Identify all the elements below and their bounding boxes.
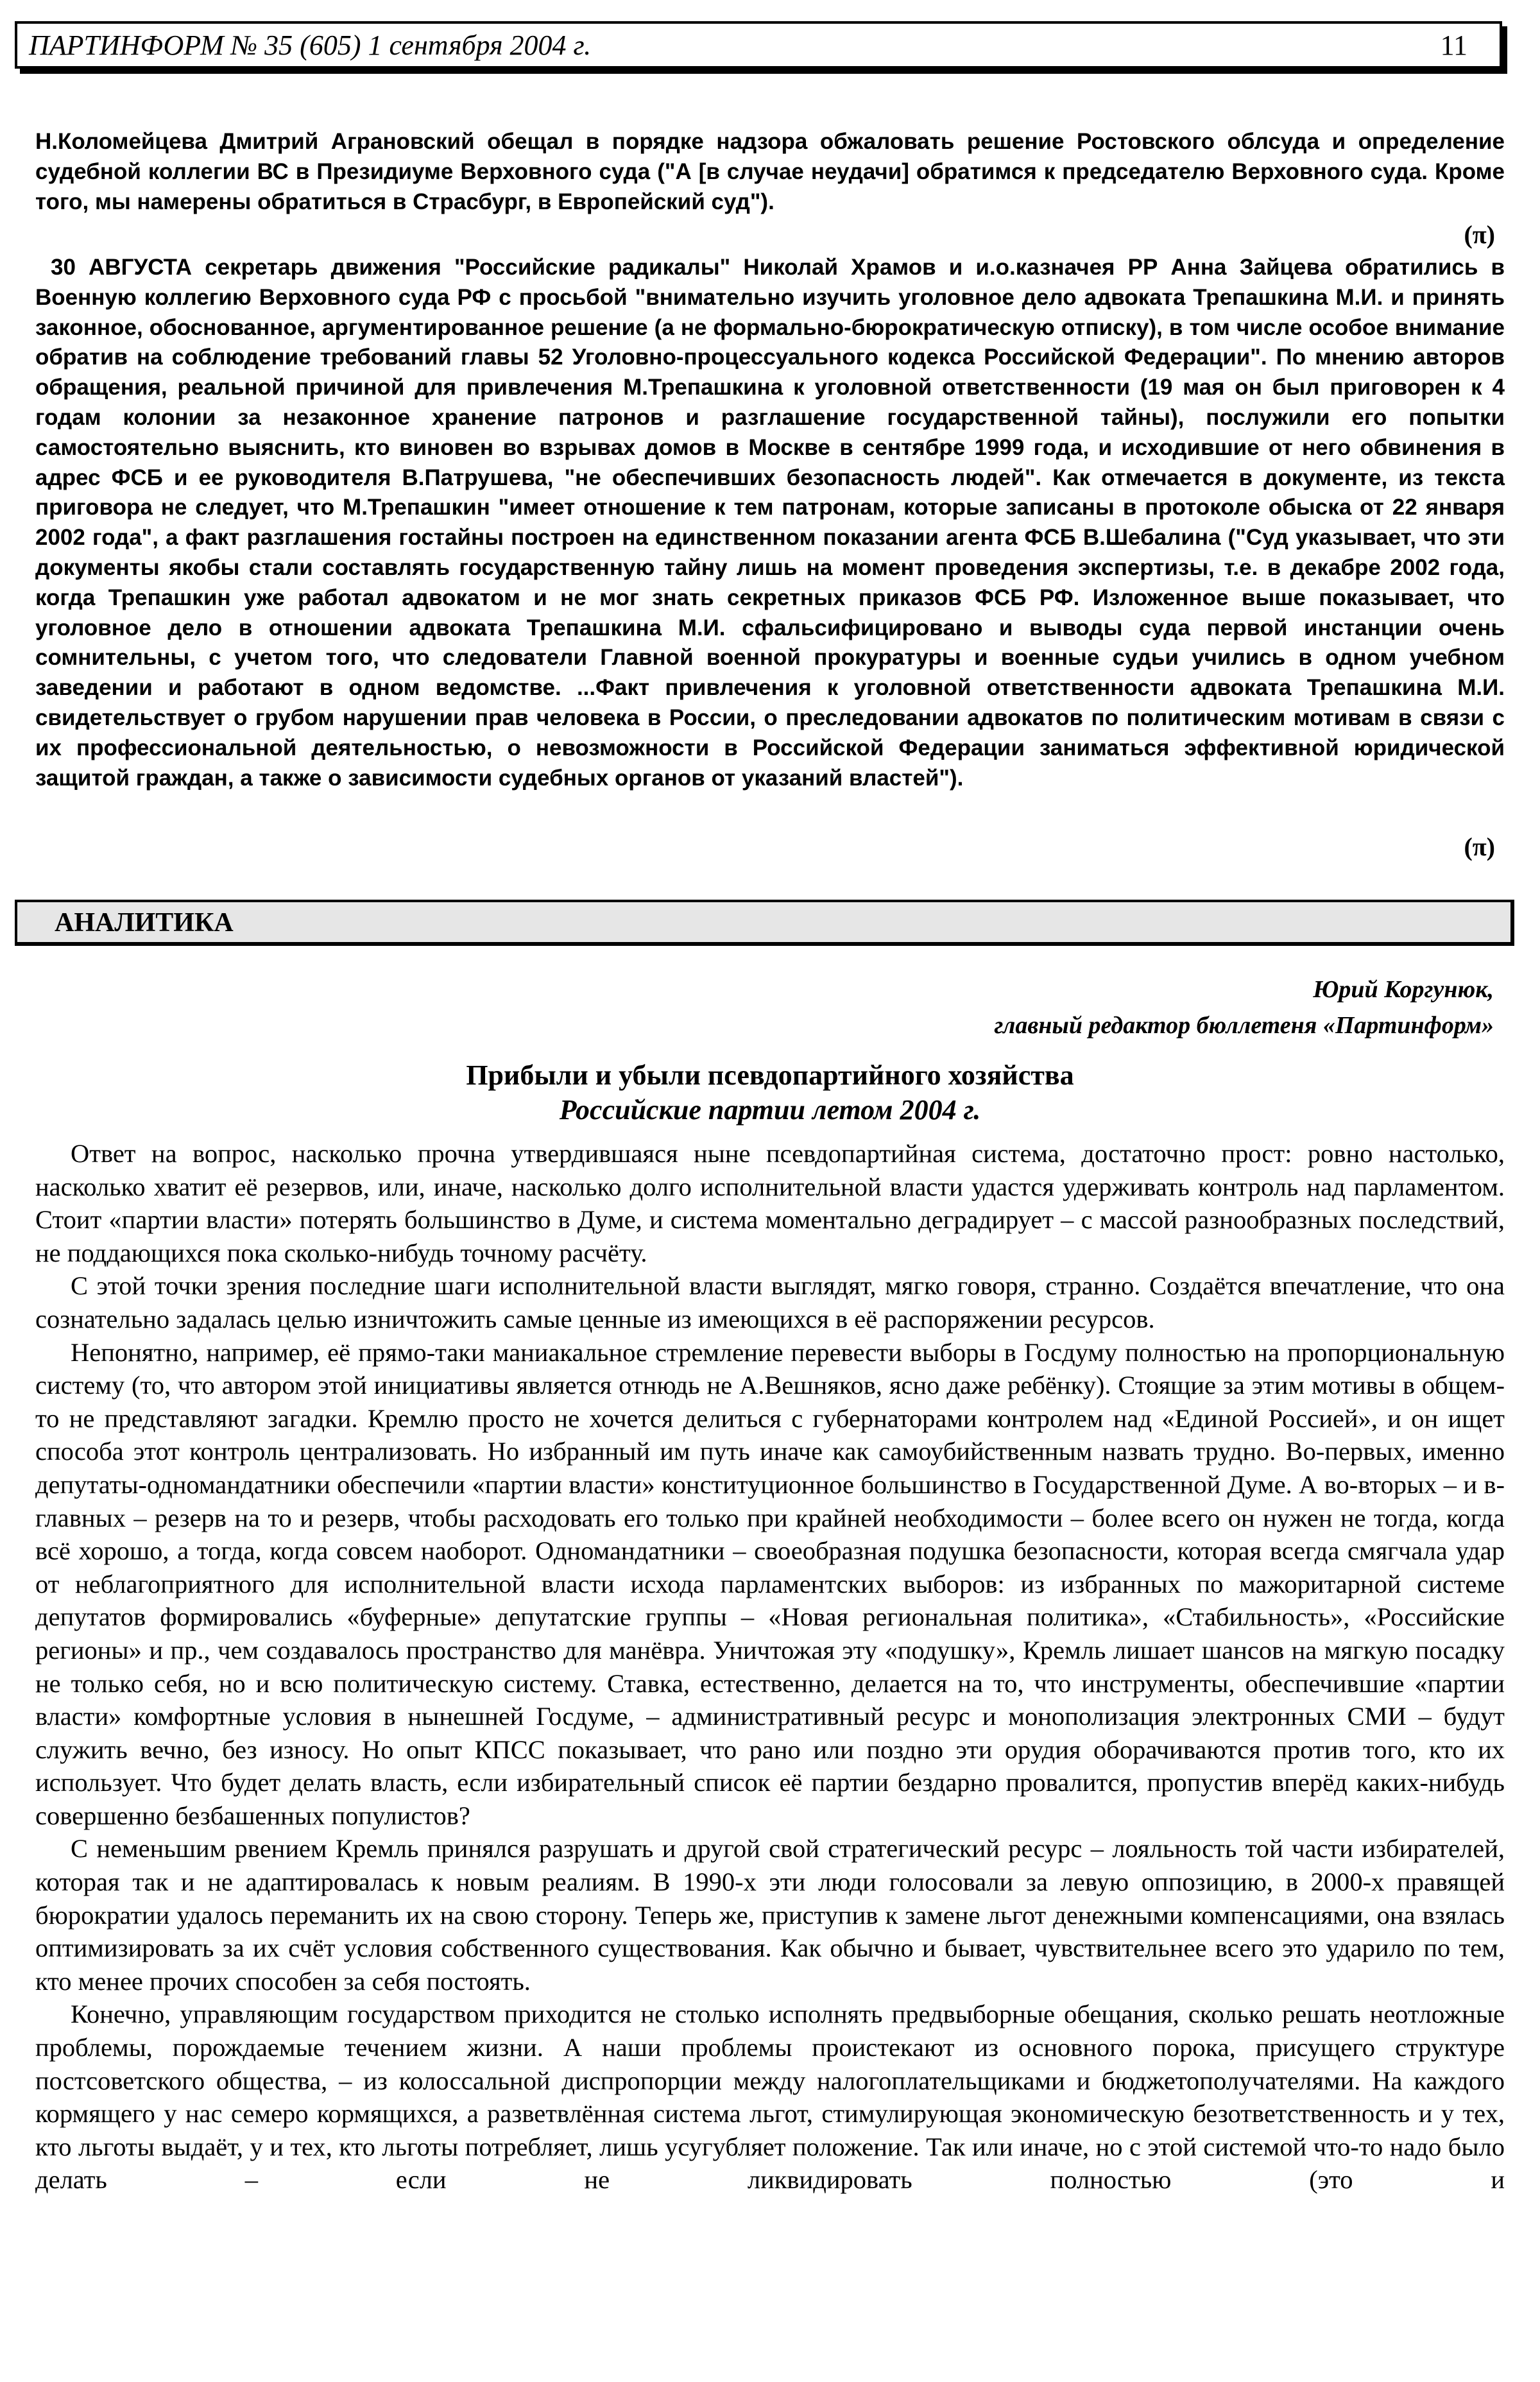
article-paragraph: С этой точки зрения последние шаги исполнительной власти выглядят, мягко говоря, странно. Создаётся впечатление, что она сознательно задалась целью изничтожить самые ценные из имеющихся в её распоряжении ресурсов. (35, 1271, 1505, 1333)
page-header (15, 21, 1502, 69)
publication-title: ПАРТИНФОРМ № 35 (605) 1 сентября 2004 г. (29, 30, 592, 61)
article-paragraph: Ответ на вопрос, насколько прочна утвердившаяся ныне псевдопартийная система, достаточно прост: ровно настолько, насколько хватит её резервов, или, иначе, насколько долго исполнительной власти удастся удерживать контроль над парламентом. Стоит «партии власти» потерять большинство в Думе, и система моментально деградирует – с массой разнообразных последствий, не поддающихся пока сколько-нибудь точному расчёту. (35, 1139, 1505, 1267)
article-subtitle: Российские партии летом 2004 г. (559, 1094, 981, 1126)
article-paragraph: Конечно, управляющим государством приходится не столько исполнять предвыборные обещания, сколько решать неотложные проблемы, порождаемые течением жизни. А наши проблемы проистекают из основного порока, присущего структуре постсоветского общества, – из колоссальной диспропорции между налогоплательщиками и бюджетополучателями. На каждого кормящего у нас семеро кормящихся, а разветвлённая система льгот, стимулирующая экономическую безответственность и у тех, кто льготы выдаёт, у и тех, кто льготы потребляет, лишь усугубляет положение. Так или иначе, но с этой системой что-то надо было делать – если не ликвидировать полностью (это и (35, 2000, 1505, 2195)
news-item-2: 30 АВГУСТА секретарь движения "Российские радикалы" Николай Храмов и и.о.казначея РР Анна Зайцева обратились в Военную коллегию Верховного суда РФ с просьбой "внимательно изучить уголовное дело адвоката Трепашкина М.И. и принять законное, обоснованное, аргументированное решение (а не формально-бюрократическую отписку), в том числе особое внимание обратив на соблюдение требований главы 52 Уголовно-процессуального кодекса Российской Федерации". По мнению авторов обращения, реальной причиной для привлечения М.Трепашкина к уголовной ответственности (19 мая он был приговорен к 4 годам колонии за незаконное хранение патронов и разглашение государственной тайны), послужили его попытки самостоятельно выяснить, кто виновен во взрывах домов в Москве в сентябре 1999 года, и исходившие от него обвинения в адрес ФСБ и ее руководителя В.Патрушева, "не обеспечивших безопасность людей". Как отмечается в документе, из текста приговора не следует, что М.Трепашкин "имеет отношение к тем патронам, которые записаны в протоколе обыска от 22 января 2002 года", а факт разглашения гостайны построен на единственном показании агента ФСБ В.Шебалина ("Суд указывает, что эти документы якобы стали составлять государственную тайну лишь на момент проведения экспертизы, т.е. в декабре 2002 года, когда Трепашкин уже работал адвокатом и не мог знать секретных приказов ФСБ РФ. Изложенное выше показывает, что уголовное дело в отношении адвоката Трепашкина М.И. сфальсифицировано и выводы суда первой инстанции очень сомнительны, с учетом того, что следователи Главной военной прокуратуры и военные судьи учились в одном учебном заведении и работают в одном ведомстве. ...Факт привлечения к уголовной ответственности адвоката Трепашкина М.И. свидетельствует о грубом нарушении прав человека в России, о преследовании адвокатов по политическим мотивам в связи с их профессиональной деятельностью, о невозможности в Российской Федерации заниматься эффективной юридической защитой граждан, а также о зависимости судебных органов от указаний властей"). (35, 255, 1505, 791)
author-name: Юрий Коргунюк, (1313, 976, 1494, 1003)
section-label: АНАЛИТИКА (55, 908, 234, 938)
author-role: главный редактор бюллетеня «Партинформ» (994, 1012, 1494, 1039)
article-paragraph: С неменьшим рвением Кремль принялся разрушать и другой свой стратегический ресурс – лояльность той части избирателей, которая так и не адаптировалась к новым реалиям. В 1990-х эти люди голосовали за левую оппозицию, в 2000-х правящей бюрократии удалось переманить их на свою сторону. Теперь же, приступив к замене льгот денежными компенсациями, она взялась оптимизировать за их счёт условия собственного существования. Как обычно и бывает, чувствительнее всего это ударило по тем, кто менее прочих способен за себя постоять. (35, 1834, 1505, 1996)
article-title: Прибыли и убыли псевдопартийного хозяйства (466, 1059, 1074, 1091)
article-body (35, 1137, 1505, 2197)
article-paragraph: Непонятно, например, её прямо-таки маниакальное стремление перевести выборы в Госдуму полностью на пропорциональную систему (то, что автором этой инициативы является отнюдь не А.Вешняков, ясно даже ребёнку). Стоящие за этим мотивы в общем-то не представляют загадки. Кремлю просто не хочется делиться с губернаторами контролем над «Единой Россией», и он ищет способа этот контроль централизовать. Но избранный им путь иначе как самоубийственным назвать трудно. Во-первых, именно депутаты-одномандатники обеспечили «партии власти» конституционное большинство в Государственной Думе. А во-вторых – и в-главных – резерв на то и резерв, чтобы расходовать его только при крайней необходимости – более всего он нужен не тогда, когда всё хорошо, а тогда, когда совсем наоборот. Одномандатники – своеобразная подушка безопасности, которая всегда смягчала удар от неблагоприятного для исполнительной власти исхода парламентских выборов: из избранных по мажоритарной системе депутатов формировались «буферные» депутатские группы – «Новая региональная политика», «Стабильность», «Российские регионы» и пр., чем создавалось пространство для манёвра. Уничтожая эту «подушку», Кремль лишает шансов на мягкую посадку не только себя, но и всю политическую систему. Ставка, естественно, делается на то, что инструменты, обеспечившие «партии власти» комфортные условия в нынешней Госдуме, – административный ресурс и монополизация электронных СМИ – будут служить вечно, без износу. Но опыт КПСС показывает, что рано или поздно эти орудия оборачиваются против того, кто их использует. Что будет делать власть, если избирательный список её партии бездарно провалится, пропустив вперёд каких-нибудь совершенно безбашенных популистов? (35, 1337, 1505, 1830)
news-source-2: (π) (1464, 832, 1495, 861)
page-number: 11 (1440, 30, 1467, 61)
news-item-1: Н.Коломейцева Дмитрий Аграновский обещал в порядке надзора обжаловать решение Ростовского облсуда и определение судебной коллегии ВС в Президиуме Верховного суда ("А [в случае неудачи] обратимся к председателю Верховного суда. Кроме того, мы намерены обратиться в Страсбург, в Европейский суд"). (35, 129, 1505, 214)
news-source-1: (π) (1464, 220, 1495, 249)
author-byline (994, 972, 1494, 1043)
section-header (15, 900, 1514, 946)
